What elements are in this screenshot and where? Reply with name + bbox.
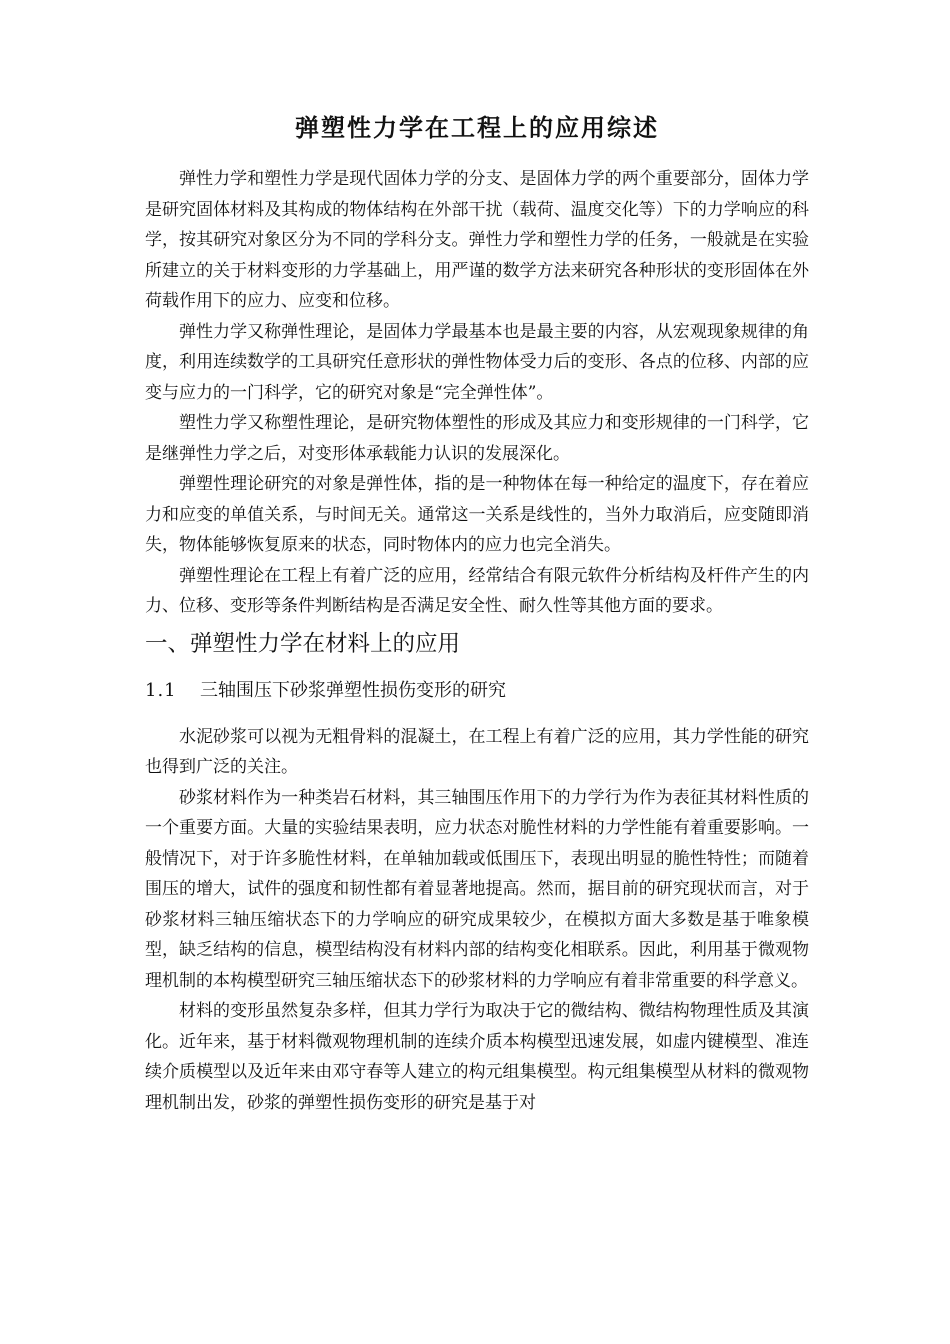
body-paragraph-2: 砂浆材料作为一种类岩石材料，其三轴围压作用下的力学行为作为表征其材料性质的一个重要方面。大量的实验结果表明，应力状态对脆性材料的力学性能有着重要影响。一般情况下，对于许多脆性材料，在单轴加载或低围压下，表现出明显的脆性特性；而随着围压的增大，试件的强度和韧性都有着显著地提高。然而，据目前的研究现状而言，对于砂浆材料三轴压缩状态下的力学响应的研究成果较少，在模拟方面大多数是基于唯象模型，缺乏结构的信息，模型结构没有材料内部的结构变化相联系。因此，利用基于微观物理机制的本构模型研究三轴压缩状态下的砂浆材料的力学响应有着非常重要的科学意义。: [145, 787, 809, 991]
intro-paragraph-1: 弹性力学和塑性力学是现代固体力学的分支、是固体力学的两个重要部分，固体力学是研究固体材料及其构成的物体结构在外部干扰（载荷、温度交化等）下的力学响应的科学，按其研究对象区分为不同的学科分支。弹性力学和塑性力学的任务，一般就是在实验所建立的关于材料变形的力学基础上，用严谨的数学方法来研究各种形状的变形固体在外荷载作用下的应力、应变和位移。: [145, 169, 809, 311]
intro-paragraph-5: 弹塑性理论在工程上有着广泛的应用，经常结合有限元软件分析结构及杆件产生的内力、位移、变形等条件判断结构是否满足安全性、耐久性等其他方面的要求。: [145, 565, 809, 616]
document-title: 弹塑性力学在工程上的应用综述: [295, 114, 659, 142]
intro-paragraph-2: 弹性力学又称弹性理论，是固体力学最基本也是最主要的内容，从宏观现象规律的角度，利用连续数学的工具研究任意形状的弹性物体受力后的变形、各点的位移、内部的应变与应力的一门科学，它的研究对象是“完全弹性体”。: [145, 321, 809, 403]
section-heading: 一、弹塑性力学在材料上的应用: [145, 630, 461, 657]
intro-paragraph-3: 塑性力学又称塑性理论，是研究物体塑性的形成及其应力和变形规律的一门科学，它是继弹性力学之后，对变形体承载能力认识的发展深化。: [145, 413, 809, 464]
intro-paragraph-4: 弹塑性理论研究的对象是弹性体，指的是一种物体在每一种给定的温度下，存在着应力和应变的单值关系，与时间无关。通常这一关系是线性的，当外力取消后，应变随即消失，物体能够恢复原来的状态，同时物体内的应力也完全消失。: [145, 474, 809, 555]
subsection-title: 三轴围压下砂浆弹塑性损伤变形的研究: [200, 679, 506, 701]
document-page: [145, 108, 809, 1118]
subsection-heading: [145, 674, 809, 708]
subsection-number: 1.1: [145, 679, 177, 701]
body-paragraph-3: 材料的变形虽然复杂多样，但其力学行为取决于它的微结构、微结构物理性质及其演化。近年来，基于材料微观物理机制的连续介质本构模型迅速发展，如虚内键模型、准连续介质模型以及近年来由邓守春等人建立的构元组集模型。构元组集模型从材料的微观物理机制出发，砂浆的弹塑性损伤变形的研究是基于对: [145, 1001, 809, 1113]
body-paragraph-1: 水泥砂浆可以视为无粗骨料的混凝土，在工程上有着广泛的应用，其力学性能的研究也得到广泛的关注。: [145, 726, 809, 777]
